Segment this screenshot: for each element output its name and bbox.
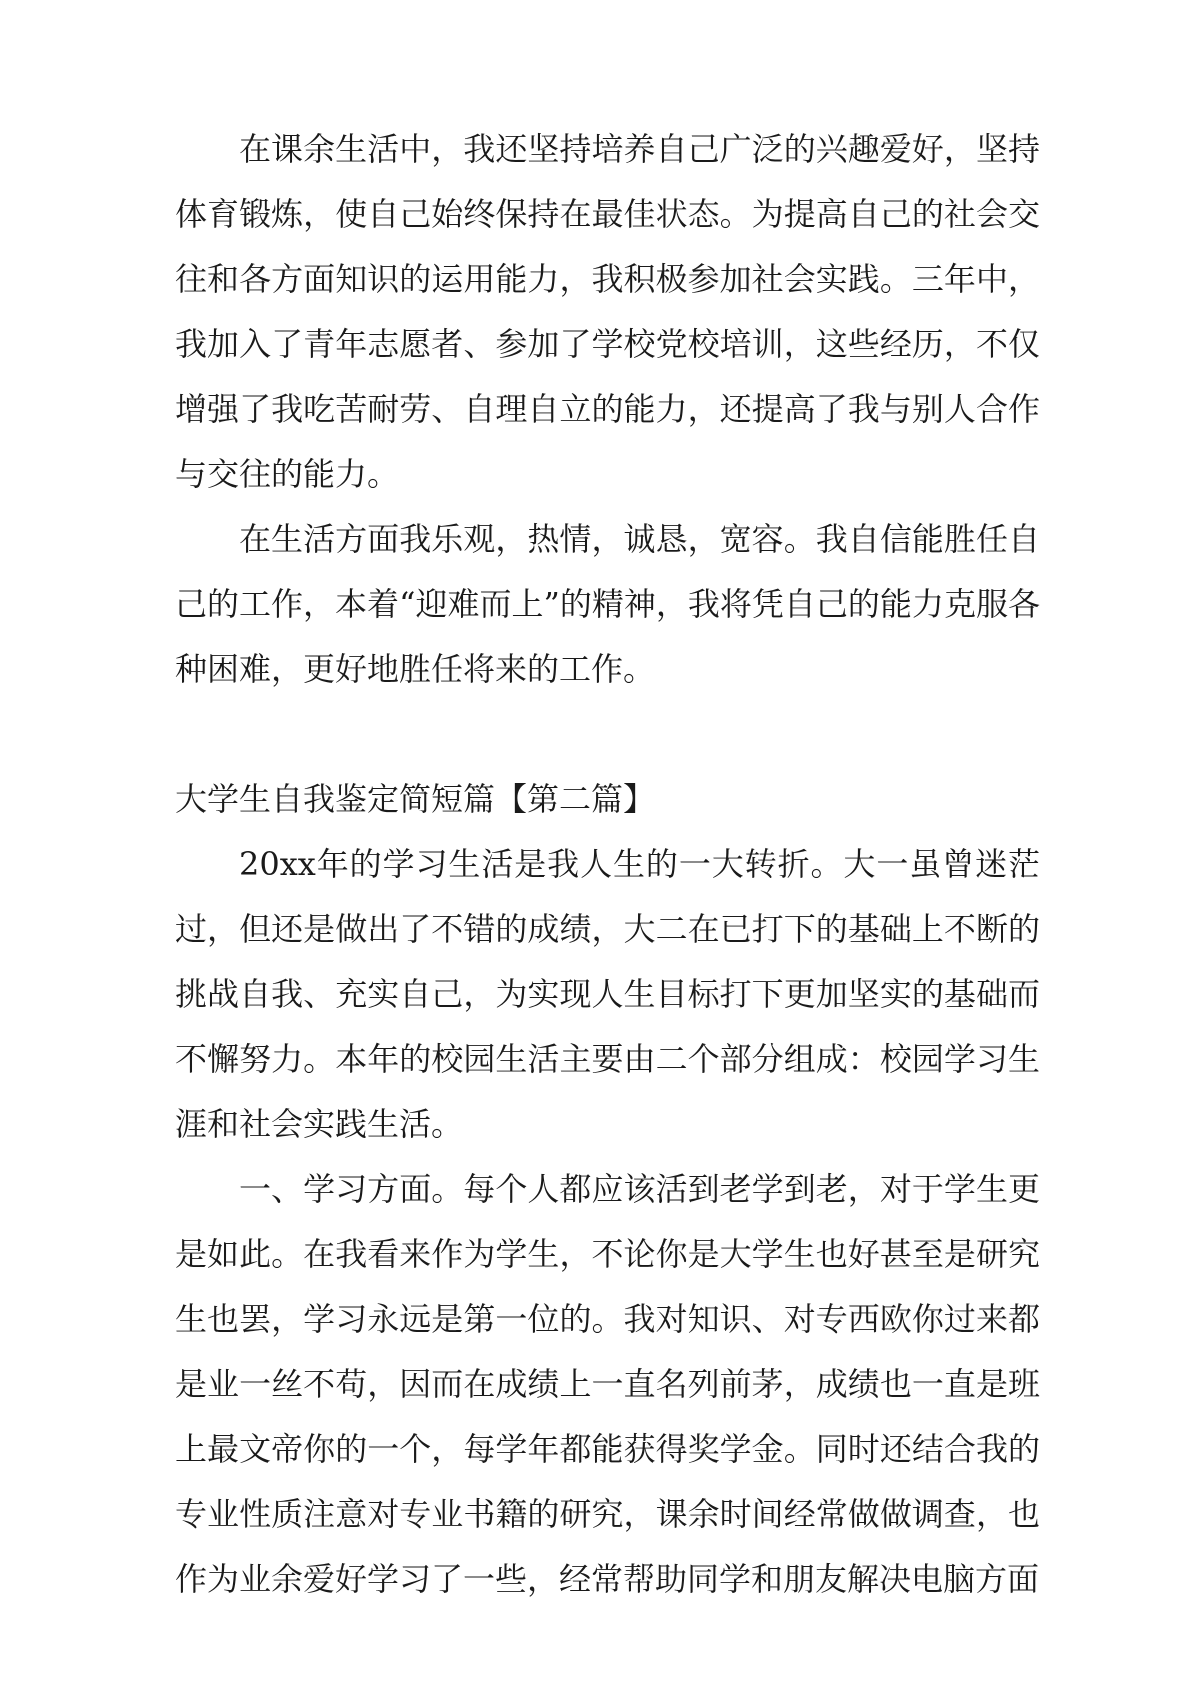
paragraph-extracurricular: 在课余生活中，我还坚持培养自己广泛的兴趣爱好，坚持体育锻炼，使自己始终保持在最佳状态。为提高自己的社会交往和各方面知识的运用能力，我积极参加社会实践。三年中，我加入了青年志愿者、参加了学校党校培训，这些经历，不仅增强了我吃苦耐劳、自理自立的能力，还提高了我与别人合作与交往的能力。 xyxy=(175,130,1040,493)
document-body xyxy=(175,117,1040,1612)
paragraph-life-attitude: 在生活方面我乐观，热情，诚恳，宽容。我自信能胜任自己的工作，本着“迎难而上”的精神，我将凭自己的能力克服各种困难，更好地胜任将来的工作。 xyxy=(175,520,1040,688)
section-heading: 大学生自我鉴定简短篇【第二篇】 xyxy=(175,780,656,818)
paragraph-study: 一、学习方面。每个人都应该活到老学到老，对于学生更是如此。在我看来作为学生，不论你是大学生也好甚至是研究生也罢，学习永远是第一位的。我对知识、对专西欧你过来都是业一丝不苟，因而在成绩上一直名列前茅，成绩也一直是班上最文帝你的一个，每学年都能获得奖学金。同时还结合我的专业性质注意对专业书籍的研究，课余时间经常做做调查，也作为业余爱好学习了一些，经常帮助同学和朋友解决电脑方面 xyxy=(175,1170,1040,1598)
paragraph-year-summary: 20xx年的学习生活是我人生的一大转折。大一虽曾迷茫过，但还是做出了不错的成绩，大二在已打下的基础上不断的挑战自我、充实自己，为实现人生目标打下更加坚实的基础而不懈努力。本年的校园生活主要由二个部分组成：校园学习生涯和社会实践生活。 xyxy=(175,845,1040,1143)
